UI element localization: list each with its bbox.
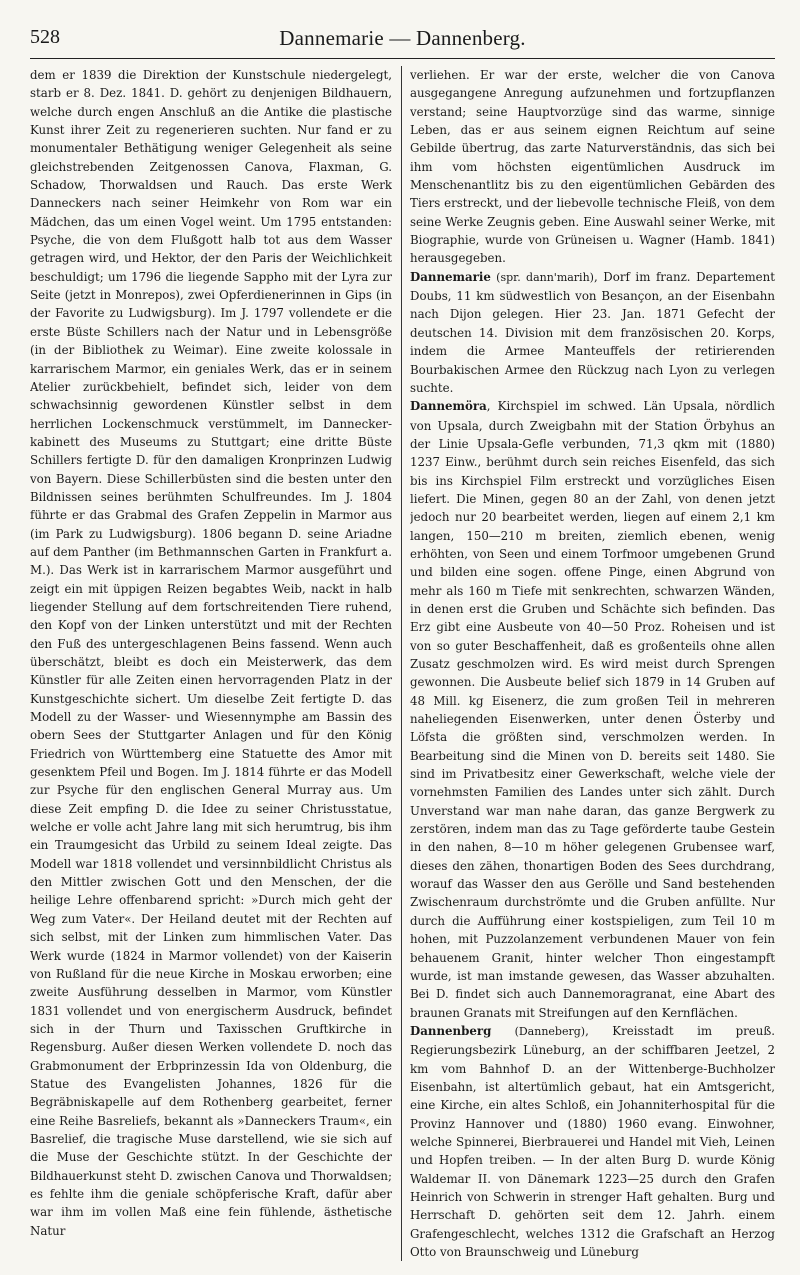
entry-dannemarie	[410, 268, 775, 397]
entry-body: , Dorf im franz. Departement Doubs, 11 km südwestlich von Besançon, an der Eisenbahn nach Dijon gelegen. Hier 23. Jan. 1871 Gefecht der deutschen 14. Division mit dem französischen 20. Korps, indem die Armee Manteuffels der retirierenden Bourbakischen Armee den Rückzug nach Lyon zu verlegen suchte.	[410, 269, 775, 395]
continuation-paragraph: verliehen. Er war der erste, welcher die von Canova ausgegangene Anregung aufzunehmen und fortzupflanzen verstand; seine Hauptvorzüge sind das warme, sinnige Leben, das er aus seinem eignen Reichtum auf seine Gebilde übertrug, das zarte Naturverständnis, das sich bei ihm vom höchsten eigentümlichen Ausdruck im Menschenantlitz bis zu den eigentümlichen Gebärden des Tiers erstreckt, und der liebevolle technische Fleiß, von dem seine Werke Zeugnis geben. Eine Auswahl seiner Werke, mit Biographie, wurde von Grüneisen u. Wagner (Hamb. 1841) herausgegeben.	[410, 68, 775, 266]
entry-headword: Dannemöra	[410, 399, 487, 414]
left-column-text: dem er 1839 die Direktion der Kunstschule niedergelegt, starb er 8. Dez. 1841. D. gehört zu denjenigen Bildhauern, welche durch engen Anschluß an die Antike die plastische Kunst ihrer Zeit zu regenerieren suchten. Nur fand er zu monumentaler Bethätigung weniger Gelegenheit als seine gleichstrebenden Zeitgenossen Canova, Flaxman, G. Schadow, Thorwaldsen und Rauch. Das erste Werk Danneckers nach seiner Heimkehr von Rom war ein Mädchen, das um einen Vogel weint. Um 1795 entstanden: Psyche, die von dem Flußgott halb tot aus dem Wasser getragen wird, und Hektor, der den Paris der Weichlichkeit beschuldigt; um 1796 die liegende Sappho mit der Lyra zur Seite (jetzt in Monrepos), zwei Opferdienerinnen in Gips (in der Favorite zu Ludwigsburg). Im J. 1797 vollendete er die erste Büste Schillers nach der Natur und in Lebensgröße (in der Bibliothek zu Weimar). Eine zweite kolossale in karrarischem Marmor, ein geniales Werk, das er in seinem Atelier zurückbehielt, befindet sich, leider von dem schwachsinnig gewordenen Künstler selbst in dem herrlichen Lockenschmuck verstümmelt, im Dannecker-kabinett des Museums zu Stuttgart; eine dritte Büste Schillers fertigte D. für den damaligen Kronprinzen Ludwig von Bayern. Diese Schillerbüsten sind die besten unter den Bildnissen seines berühmten Schulfreundes. Im J. 1804 führte er das Grabmal des Grafen Zeppelin in Marmor aus (im Park zu Ludwigsburg). 1806 begann D. seine Ariadne auf dem Panther (im Bethmannschen Garten in Frankfurt a. M.). Das Werk ist in karrarischem Marmor ausgeführt und zeigt ein mit üppigen Reizen begabtes Weib, nackt in halb liegender Stellung auf dem fortschreitenden Tiere ruhend, den Kopf von der Linken unterstützt und mit der Rechten den Fuß des untergeschlagenen Beins fassend. Wenn auch überschätzt, bleibt es doch ein Meisterwerk, das dem Künstler für alle Zeiten einen hervorragenden Platz in der Kunstgeschichte sichert. Um dieselbe Zeit fertigte D. das Modell zu der Wasser- und Wiesennymphe am Bassin des obern Sees der Stuttgarter Anlagen und für den König Friedrich von Württemberg eine Statuette des Amor mit gesenktem Pfeil und Bogen. Im J. 1814 führte er das Modell zur Psyche für den englischen General Murray aus. Um diese Zeit empfing D. die Idee zu seiner Christusstatue, welche er volle acht Jahre lang mit sich herumtrug, bis ihm ein Traumgesicht das Urbild zu seinem Ideal zeigte. Das Modell war 1818 vollendet und versinnbildlicht Christus als den Mittler zwischen Gott und den Menschen, der die heilige Lehre offenbarend spricht: »Durch mich geht der Weg zum Vater«. Der Heiland deutet mit der Rechten auf sich selbst, mit der Linken zum himmlischen Vater. Das Werk wurde (1824 in Marmor vollendet) von der Kaiserin von Rußland für die neue Kirche in Moskau erworben; eine zweite Ausführung desselben in Marmor, vom Künstler 1831 vollendet und von energischerm Ausdruck, befindet sich in der Thurn und Taxisschen Gruftkirche in Regensburg. Außer diesen Werken vollendete D. noch das Grabmonument der Erbprinzessin Ida von Oldenburg, die Statue des Evangelisten Johannes, 1826 für die Begräbniskapelle auf dem Rothenberg gearbeitet, ferner eine Reihe Basreliefs, bekannt als »Danneckers Traum«, ein Basrelief, die tragische Muse darstellend, wie sie sich auf die Muse der Geschichte stützt. In der Geschichte der Bildhauerkunst steht D. zwischen Canova und Thorwaldsen; es fehlte ihm die geniale schöpferische Kraft, dafür aber war ihm im vollen Maß eine fein fühlende, ästhetische Natur	[30, 68, 392, 1238]
right-column	[410, 66, 775, 1261]
entry-body: , Kreisstadt im preuß. Regierungsbezirk Lüneburg, an der schiffbaren Jeetzel, 2 km vom Bahnhof D. an der Wittenberge-Buchholzer Eisenbahn, ist altertümlich gebaut, hat ein Amtsgericht, eine Kirche, ein altes Schloß, ein Johanniterhospital für die Provinz Hannover und (1880) 1960 evang. Einwohner, welche Spinnerei, Bierbrauerei und Handel mit Vieh, Leinen und Hopfen treiben. — In der alten Burg D. wurde König Waldemar II. von Dänemark 1223—25 durch den Grafen Heinrich von Schwerin in strenger Haft gehalten. Burg und Herrschaft D. gehörten seit dem 12. Jahrh. einem Grafengeschlecht, welches 1312 die Grafschaft an Herzog Otto von Braunschweig und Lüneburg	[410, 1023, 775, 1259]
page-number: 528	[30, 26, 60, 48]
entry-headword: Dannemarie	[410, 269, 491, 284]
entry-body: , Kirchspiel im schwed. Län Upsala, nördlich von Upsala, durch Zweigbahn mit der Station Örbyhus an der Linie Upsala-Gefle verbunden, 71,3 qkm mit (1880) 1237 Einw., berühmt durch sein reiches Eisenfeld, das sich bis ins Kirchspiel Film erstreckt und vorzügliches Eisen liefert. Die Minen, gegen 80 an der Zahl, von denen jetzt jedoch nur 20 bearbeitet werden, liegen auf einem 2,1 km langen, 150—210 m breiten, ziemlich ebenen, wenig erhöhten, von Seen und einem Torfmoor umgebenen Grund und bilden eine sogen. offene Pinge, einen Abgrund von mehr als 160 m Tiefe mit senkrechten, schwarzen Wänden, in denen erst die Gruben und Schächte sich befinden. Das Erz gibt eine Ausbeute von 40—50 Proz. Roheisen und ist von so guter Beschaffenheit, daß es großenteils ohne allen Zusatz geschmolzen wird. Es wird meist durch Sprengen gewonnen. Die Ausbeute belief sich 1879 in 14 Gruben auf 48 Mill. kg Eisenerz, die zum großen Teil in mehreren naheliegenden Eisenwerken, unter denen Österby und Löfsta die größten sind, verschmolzen werden. In Bearbeitung sind die Minen von D. bereits seit 1480. Sie sind im Privatbesitz einer Gewerkschaft, welche viele der vornehmsten Familien des Landes unter sich zählt. Durch Unverstand war man nahe daran, das ganze Bergwerk zu zerstören, indem man das zu Tage geförderte taube Gestein in den nahen, 8—10 m höher gelegenen Grubensee warf, dieses den zähen, thonartigen Boden des Sees durchdrang, worauf das Wasser den aus Gerölle und Sand bestehenden Zwischenraum durchströmte und die Gruben anfüllte. Nur durch die Aufführung einer kostspieligen, zum Teil 10 m hohen, mit Puzzolanzement verbundenen Mauer von fein behauenem Granit, hinter welcher Thon eingestampft wurde, ist man imstande gewesen, das Wasser abzuhalten. Bei D. findet sich auch Dannemoragranat, eine Abart des braunen Granats mit Streifungen auf den Kernflächen.	[410, 399, 775, 1020]
entry-dannenberg	[410, 1022, 775, 1261]
entry-pronunciation: (Danneberg)	[491, 1024, 586, 1038]
entry-headword: Dannenberg	[410, 1023, 492, 1038]
left-column	[30, 66, 392, 1261]
entry-dannemora	[410, 397, 775, 1022]
column-divider	[401, 66, 402, 1261]
text-columns	[30, 66, 775, 1261]
entry-pronunciation: (spr. dann'marih)	[490, 270, 594, 284]
page-header	[30, 22, 775, 59]
running-head: Dannemarie — Dannenberg.	[279, 26, 526, 50]
